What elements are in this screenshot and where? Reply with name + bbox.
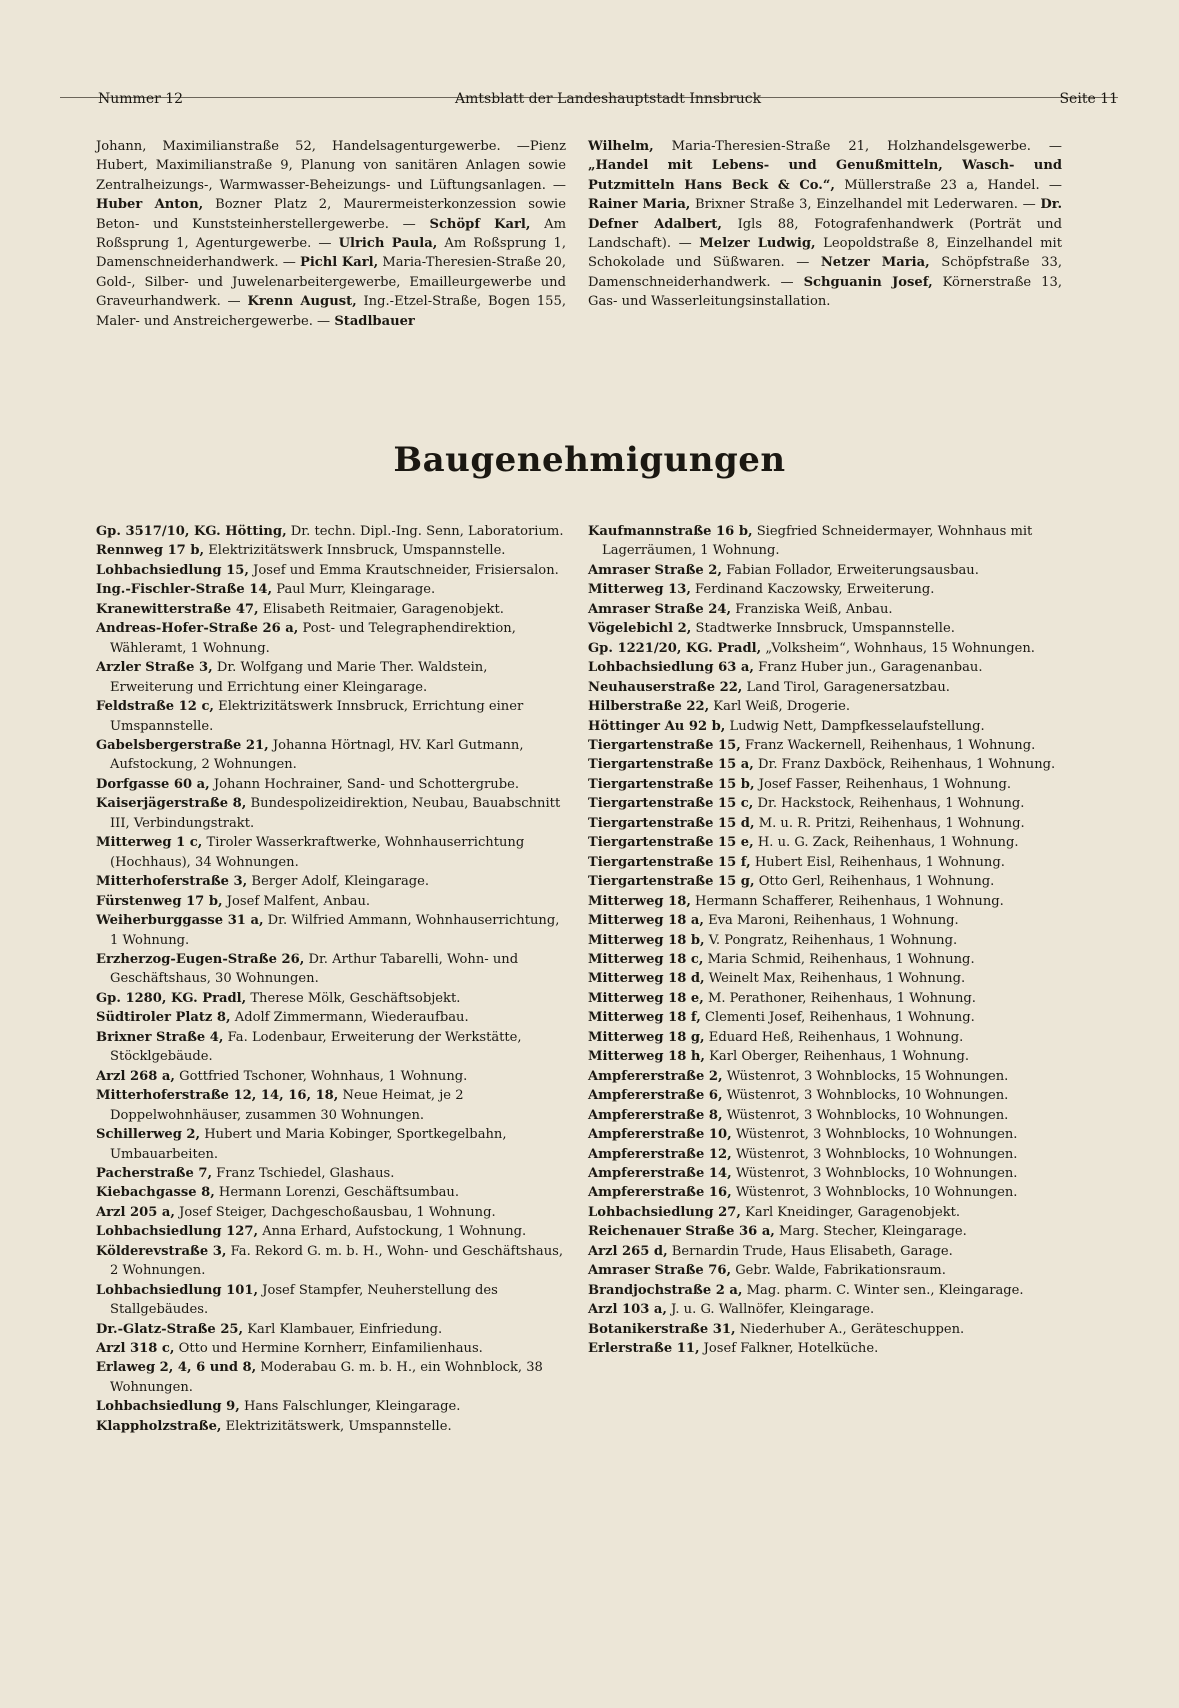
- permit-details: Elektrizitätswerk, Umspannstelle.: [221, 1418, 452, 1434]
- permit-entry: [96, 950, 568, 989]
- permit-location: Vögelebichl 2,: [588, 621, 692, 637]
- permit-location: Mitterweg 18,: [588, 893, 691, 909]
- permit-details: Wüstenrot, 3 Wohnblocks, 10 Wohnungen.: [731, 1185, 1018, 1201]
- permit-entry: [96, 1203, 568, 1222]
- permit-location: Andreas-Hofer-Straße 26 a,: [96, 621, 299, 637]
- top-right-column: [588, 137, 1062, 312]
- permit-entry: [588, 1106, 1062, 1125]
- permit-location: Lohbachsiedlung 27,: [588, 1204, 741, 1220]
- permit-entry: [96, 1242, 568, 1281]
- permit-details: Wüstenrot, 3 Wohnblocks, 10 Wohnungen.: [722, 1107, 1009, 1123]
- permit-location: Gp. 3517/10, KG. Hötting,: [96, 524, 287, 539]
- permit-details: Wüstenrot, 3 Wohnblocks, 10 Wohnungen.: [731, 1165, 1018, 1181]
- permit-entry: [588, 1047, 1062, 1066]
- business-name: Pichl Karl,: [299, 255, 379, 271]
- business-details: Leopoldstraße 8, Einzelhandel mit Schokolade und Süßwaren. —: [588, 236, 1062, 271]
- permit-location: Dorfgasse 60 a,: [96, 776, 210, 792]
- business-name: Rainer Maria,: [588, 197, 691, 213]
- permit-entry: [588, 697, 1062, 716]
- permit-location: Mitterweg 18 c,: [588, 951, 704, 967]
- permit-location: Mitterweg 1 c,: [96, 835, 203, 851]
- permit-location: Arzl 205 a,: [96, 1204, 175, 1220]
- permit-location: Ampfererstraße 8,: [588, 1107, 723, 1123]
- permit-entry: [588, 969, 1062, 988]
- permit-details: Stadtwerke Innsbruck, Umspannstelle.: [691, 621, 955, 637]
- permit-location: Reichenauer Straße 36 a,: [588, 1224, 775, 1240]
- permit-details: Post- und Telegraphendirektion, Wähleramt, 1 Wohnung.: [110, 621, 516, 656]
- permit-location: Ampfererstraße 16,: [588, 1185, 732, 1201]
- business-details: Bozner Platz 2, Maurermeisterkonzession sowie Beton- und Kunststeinherstellergewerbe. —: [96, 197, 566, 232]
- permit-entry: [96, 1339, 568, 1358]
- permit-entry: [96, 1164, 568, 1183]
- permit-details: Ferdinand Kaczowsky, Erweiterung.: [690, 582, 935, 598]
- permit-details: Dr. Hackstock, Reihenhaus, 1 Wohnung.: [753, 796, 1025, 812]
- page-header: [60, 91, 1118, 107]
- business-details: Brixner Straße 3, Einzelhandel mit Lederwaren. —: [690, 197, 1041, 213]
- business-details: Am Roßsprung 1, Agenturgewerbe. —: [96, 216, 566, 252]
- permit-details: Land Tirol, Garagenersatzbau.: [742, 679, 950, 695]
- permit-location: Ampfererstraße 2,: [588, 1068, 723, 1084]
- permit-entry: [96, 658, 568, 697]
- permit-location: Ampfererstraße 6,: [588, 1088, 723, 1104]
- permit-location: Pacherstraße 7,: [96, 1165, 213, 1181]
- permit-location: Lohbachsiedlung 127,: [96, 1224, 259, 1240]
- permit-location: Arzl 265 d,: [588, 1243, 668, 1259]
- permit-entry: [96, 1358, 568, 1397]
- permit-details: H. u. G. Zack, Reihenhaus, 1 Wohnung.: [753, 835, 1019, 851]
- permit-details: Dr. techn. Dipl.-Ing. Senn, Laboratorium.: [286, 524, 564, 539]
- permit-details: Eduard Heß, Reihenhaus, 1 Wohnung.: [704, 1029, 964, 1045]
- permits-right-column: [588, 522, 1062, 1358]
- permit-entry: [588, 1086, 1062, 1105]
- permit-location: Feldstraße 12 c,: [96, 699, 214, 715]
- permit-location: Kölderevstraße 3,: [96, 1243, 227, 1259]
- permit-location: Tiergartenstraße 15 f,: [588, 854, 751, 870]
- permit-details: V. Pongratz, Reihenhaus, 1 Wohnung.: [704, 932, 958, 948]
- permit-entry: [96, 1067, 568, 1086]
- permit-entry: [96, 775, 568, 794]
- business-details: Am Roßsprung 1, Damenschneiderhandwerk. —: [96, 236, 566, 271]
- permit-location: Brixner Straße 4,: [96, 1029, 224, 1045]
- permit-details: Eva Maroni, Reihenhaus, 1 Wohnung.: [703, 913, 959, 929]
- permit-location: Lohbachsiedlung 63 a,: [588, 660, 754, 676]
- business-name: Schöpf Karl,: [429, 216, 531, 232]
- permit-details: Neue Heimat, je 2 Doppelwohnhäuser, zusammen 30 Wohnungen.: [110, 1088, 464, 1123]
- permit-details: Karl Weiß, Drogerie.: [709, 699, 851, 715]
- permit-location: Höttinger Au 92 b,: [588, 718, 726, 734]
- business-name: Stadlbauer: [334, 313, 415, 329]
- permit-entry: [588, 1067, 1062, 1086]
- permit-details: Karl Oberger, Reihenhaus, 1 Wohnung.: [704, 1049, 970, 1065]
- permit-location: Kaufmannstraße 16 b,: [588, 524, 753, 539]
- permit-entry: [588, 1028, 1062, 1047]
- permit-details: Otto Gerl, Reihenhaus, 1 Wohnung.: [754, 874, 995, 890]
- permit-location: Ampfererstraße 14,: [588, 1165, 732, 1181]
- permit-entry: [588, 950, 1062, 969]
- permit-entry: [96, 1222, 568, 1241]
- permit-entry: [96, 541, 568, 560]
- permit-location: Erlerstraße 11,: [588, 1341, 700, 1357]
- permit-entry: [588, 561, 1062, 580]
- permit-location: Schillerweg 2,: [96, 1127, 201, 1143]
- permit-location: Lohbachsiedlung 15,: [96, 562, 249, 578]
- permit-entry: [588, 639, 1062, 658]
- permit-location: Tiergartenstraße 15 c,: [588, 796, 754, 812]
- permit-entry: [588, 872, 1062, 891]
- permit-entry: [96, 736, 568, 775]
- permit-entry: [588, 1203, 1062, 1222]
- permit-location: Amraser Straße 2,: [588, 562, 722, 578]
- business-name: Netzer Maria,: [820, 255, 930, 271]
- permit-location: Mitterweg 18 g,: [588, 1029, 705, 1045]
- business-name: Ulrich Paula,: [338, 236, 438, 252]
- permit-entry: [588, 931, 1062, 950]
- permit-entry: [588, 989, 1062, 1008]
- permit-details: Marg. Stecher, Kleingarage.: [774, 1224, 967, 1240]
- permit-entry: [588, 794, 1062, 813]
- permit-location: Mitterweg 13,: [588, 582, 691, 598]
- permit-details: Hubert und Maria Kobinger, Sportkegelbahn, Umbauarbeiten.: [110, 1127, 507, 1162]
- permit-location: Dr.-Glatz-Straße 25,: [96, 1321, 244, 1337]
- permit-details: Elektrizitätswerk Innsbruck, Errichtung einer Umspannstelle.: [110, 699, 524, 734]
- permit-entry: [96, 1397, 568, 1416]
- permit-location: Arzl 103 a,: [588, 1302, 667, 1318]
- permit-entry: [96, 872, 568, 891]
- permit-details: Franz Huber jun., Garagenanbau.: [753, 660, 983, 676]
- permit-entry: [96, 697, 568, 736]
- permit-details: Josef Fasser, Reihenhaus, 1 Wohnung.: [754, 776, 1011, 792]
- permit-entry: [588, 853, 1062, 872]
- permit-entry: [96, 1008, 568, 1027]
- permit-entry: [588, 678, 1062, 697]
- permit-details: Moderabau G. m. b. H., ein Wohnblock, 38 Wohnungen.: [110, 1360, 543, 1395]
- permit-location: Tiergartenstraße 15 d,: [588, 815, 755, 831]
- permit-location: Mitterweg 18 b,: [588, 932, 705, 948]
- business-name: „Handel mit Lebens- und Genußmitteln, Wasch- und Putzmitteln Hans Beck & Co.“,: [588, 158, 1062, 193]
- permit-entry: [96, 1417, 568, 1436]
- permit-entry: [588, 911, 1062, 930]
- permit-entry: [588, 1164, 1062, 1183]
- permit-location: Gp. 1280, KG. Pradl,: [96, 990, 247, 1006]
- permit-details: Hans Falschlunger, Kleingarage.: [239, 1399, 461, 1415]
- permit-location: Mitterhoferstraße 3,: [96, 874, 248, 890]
- permit-entry: [96, 794, 568, 833]
- permit-details: J. u. G. Wallnöfer, Kleingarage.: [666, 1302, 875, 1318]
- top-right-paragraph: [588, 137, 1062, 312]
- permit-location: Lohbachsiedlung 9,: [96, 1399, 240, 1415]
- permit-details: Josef und Emma Krautschneider, Frisiersalon.: [248, 562, 559, 578]
- permit-details: „Volksheim“, Wohnhaus, 15 Wohnungen.: [761, 640, 1035, 656]
- permit-entry: [588, 814, 1062, 833]
- permit-location: Tiergartenstraße 15 b,: [588, 776, 755, 792]
- permit-details: Otto und Hermine Kornherr, Einfamilienhaus.: [174, 1341, 483, 1357]
- permit-details: Josef Malfent, Anbau.: [222, 893, 371, 909]
- permit-location: Ampfererstraße 10,: [588, 1127, 732, 1143]
- permit-details: Josef Falkner, Hotelküche.: [699, 1341, 879, 1357]
- permit-location: Mitterweg 18 f,: [588, 1010, 701, 1026]
- permit-location: Arzl 318 c,: [96, 1341, 175, 1357]
- permit-entry: [588, 1281, 1062, 1300]
- permit-details: Josef Stampfer, Neuherstellung des Stallgebäudes.: [110, 1282, 498, 1318]
- permit-entry: [588, 619, 1062, 638]
- permit-details: Bundespolizeidirektion, Neubau, Bauabschnitt III, Verbindungstrakt.: [110, 796, 561, 831]
- permit-details: Berger Adolf, Kleingarage.: [247, 874, 430, 890]
- permit-details: Franz Tschiedel, Glashaus.: [212, 1165, 395, 1181]
- permit-details: Niederhuber A., Geräteschuppen.: [735, 1321, 965, 1337]
- permit-entry: [96, 911, 568, 950]
- permit-details: M. u. R. Pritzi, Reihenhaus, 1 Wohnung.: [754, 815, 1025, 831]
- top-left-paragraph: [96, 137, 566, 331]
- permit-location: Mitterhoferstraße 12, 14, 16, 18,: [96, 1088, 339, 1104]
- permit-details: Johanna Hörtnagl, HV. Karl Gutmann, Aufstockung, 2 Wohnungen.: [110, 737, 524, 773]
- permit-entry: [96, 1086, 568, 1125]
- permit-details: Hubert Eisl, Reihenhaus, 1 Wohnung.: [750, 854, 1005, 870]
- permit-details: Dr. Wilfried Ammann, Wohnhauserrichtung, 1 Wohnung.: [110, 913, 560, 948]
- permit-details: Mag. pharm. C. Winter sen., Kleingarage.: [742, 1282, 1024, 1298]
- permit-location: Erlaweg 2, 4, 6 und 8,: [96, 1360, 257, 1376]
- permit-entry: [588, 1261, 1062, 1280]
- permit-details: Elisabeth Reitmaier, Garagenobjekt.: [258, 601, 504, 617]
- permit-location: Kaiserjägerstraße 8,: [96, 796, 247, 812]
- permit-location: Botanikerstraße 31,: [588, 1321, 736, 1337]
- publication-title: Amtsblatt der Landeshauptstadt Innsbruck: [455, 91, 762, 107]
- page-number: Seite 11: [1059, 91, 1118, 107]
- permit-entry: [96, 522, 568, 541]
- top-left-column: [96, 137, 566, 331]
- permit-details: Karl Kneidinger, Garagenobjekt.: [740, 1204, 961, 1220]
- permit-details: Fa. Lodenbaur, Erweiterung der Werkstätte, Stöcklgebäude.: [110, 1029, 522, 1065]
- permit-location: Tiergartenstraße 15 a,: [588, 757, 754, 773]
- permit-location: Mitterweg 18 a,: [588, 913, 704, 929]
- business-name: Krenn August,: [247, 294, 357, 310]
- permit-location: Klappholzstraße,: [96, 1418, 222, 1434]
- permit-details: Siegfried Schneidermayer, Wohnhaus mit Lagerräumen, 1 Wohnung.: [602, 524, 1033, 559]
- permit-entry: [588, 1008, 1062, 1027]
- permit-entry: [588, 1222, 1062, 1241]
- permit-location: Arzler Straße 3,: [96, 660, 213, 676]
- permit-details: Wüstenrot, 3 Wohnblocks, 15 Wohnungen.: [722, 1068, 1009, 1084]
- permit-details: Wüstenrot, 3 Wohnblocks, 10 Wohnungen.: [722, 1088, 1009, 1104]
- permit-entry: [96, 833, 568, 872]
- permit-details: Elektrizitätswerk Innsbruck, Umspannstelle.: [204, 543, 506, 559]
- business-name: Huber Anton,: [96, 197, 204, 213]
- permit-location: Tiergartenstraße 15 g,: [588, 874, 755, 890]
- permit-entry: [96, 1125, 568, 1164]
- permit-entry: [588, 1300, 1062, 1319]
- permit-entry: [588, 1242, 1062, 1261]
- section-title: Baugenehmigungen: [393, 440, 786, 480]
- permit-entry: [588, 1320, 1062, 1339]
- permit-entry: [96, 619, 568, 658]
- permit-details: Therese Mölk, Geschäftsobjekt.: [246, 990, 461, 1006]
- permit-details: Gottfried Tschoner, Wohnhaus, 1 Wohnung.: [174, 1068, 468, 1084]
- permit-location: Neuhauserstraße 22,: [588, 679, 743, 695]
- business-details: Körnerstraße 13, Gas- und Wasserleitungsinstallation.: [588, 274, 1062, 310]
- permit-entry: [588, 736, 1062, 755]
- business-name: Wilhelm,: [588, 139, 654, 154]
- permits-left-column: [96, 522, 568, 1436]
- permit-details: Josef Steiger, Dachgeschoßausbau, 1 Wohnung.: [174, 1204, 496, 1220]
- permit-entry: [588, 1125, 1062, 1144]
- permit-entry: [96, 1320, 568, 1339]
- business-details: Johann, Maximilianstraße 52, Handelsagenturgewerbe. —: [96, 139, 530, 154]
- permit-details: Wüstenrot, 3 Wohnblocks, 10 Wohnungen.: [731, 1146, 1018, 1162]
- permit-entry: [96, 600, 568, 619]
- permit-details: Fa. Rekord G. m. b. H., Wohn- und Geschäftshaus, 2 Wohnungen.: [110, 1243, 564, 1279]
- permit-details: Gebr. Walde, Fabrikationsraum.: [731, 1263, 946, 1279]
- business-name: Melzer Ludwig,: [699, 236, 816, 252]
- permit-location: Brandjochstraße 2 a,: [588, 1282, 743, 1298]
- permit-entry: [588, 892, 1062, 911]
- business-details: Müllerstraße 23 a, Handel. —: [834, 177, 1062, 193]
- permit-details: Franziska Weiß, Anbau.: [731, 601, 893, 617]
- permit-location: Mitterweg 18 d,: [588, 971, 705, 987]
- permit-entry: [96, 1028, 568, 1067]
- permit-details: Dr. Franz Daxböck, Reihenhaus, 1 Wohnung.: [753, 757, 1056, 773]
- permit-details: M. Perathoner, Reihenhaus, 1 Wohnung.: [703, 990, 976, 1006]
- permit-details: Wüstenrot, 3 Wohnblocks, 10 Wohnungen.: [731, 1127, 1018, 1143]
- permit-location: Arzl 268 a,: [96, 1068, 175, 1084]
- business-details: Maria-Theresien-Straße 21, Holzhandelsgewerbe. —: [653, 139, 1062, 154]
- permit-details: Karl Klambauer, Einfriedung.: [243, 1321, 443, 1337]
- permit-entry: [588, 717, 1062, 736]
- permit-details: Paul Murr, Kleingarage.: [272, 582, 436, 598]
- permit-location: Mitterweg 18 e,: [588, 990, 704, 1006]
- permit-location: Amraser Straße 76,: [588, 1263, 732, 1279]
- permit-entry: [96, 892, 568, 911]
- permit-location: Lohbachsiedlung 101,: [96, 1282, 259, 1298]
- business-details: Igls 88, Fotografenhandwerk (Porträt und Landschaft). —: [588, 216, 1062, 252]
- permit-entry: [588, 1145, 1062, 1164]
- permit-location: Tiergartenstraße 15,: [588, 737, 741, 753]
- permit-details: Weinelt Max, Reihenhaus, 1 Wohnung.: [704, 971, 966, 987]
- permit-details: Dr. Arthur Tabarelli, Wohn- und Geschäftshaus, 30 Wohnungen.: [110, 951, 519, 987]
- permit-details: Fabian Follador, Erweiterungsausbau.: [721, 562, 979, 578]
- permit-location: Ing.-Fischler-Straße 14,: [96, 582, 273, 598]
- business-name: Schguanin Josef,: [803, 274, 933, 290]
- permit-details: Clementi Josef, Reihenhaus, 1 Wohnung.: [700, 1010, 975, 1026]
- permit-entry: [588, 600, 1062, 619]
- permit-entry: [588, 658, 1062, 677]
- permit-entry: [588, 580, 1062, 599]
- permit-location: Südtiroler Platz 8,: [96, 1010, 231, 1026]
- issue-number: Nummer 12: [98, 91, 184, 107]
- permit-location: Tiergartenstraße 15 e,: [588, 835, 754, 851]
- permit-entry: [96, 1183, 568, 1202]
- permit-details: Maria Schmid, Reihenhaus, 1 Wohnung.: [703, 951, 975, 967]
- permit-location: Amraser Straße 24,: [588, 601, 732, 617]
- business-details: Schöpfstraße 33, Damenschneiderhandwerk. —: [588, 255, 1062, 290]
- permit-location: Gp. 1221/20, KG. Pradl,: [588, 640, 762, 656]
- permit-details: Bernardin Trude, Haus Elisabeth, Garage.: [667, 1243, 953, 1259]
- permit-entry: [96, 989, 568, 1008]
- permit-entry: [96, 580, 568, 599]
- permit-location: Erzherzog-Eugen-Straße 26,: [96, 951, 305, 967]
- permit-entry: [96, 1281, 568, 1320]
- permit-details: Hermann Lorenzi, Geschäftsumbau.: [214, 1185, 459, 1201]
- permit-entry: [588, 755, 1062, 774]
- permit-entry: [588, 522, 1062, 561]
- permit-details: Ludwig Nett, Dampfkesselaufstellung.: [725, 718, 985, 734]
- permit-location: Fürstenweg 17 b,: [96, 893, 223, 909]
- permit-details: Dr. Wolfgang und Marie Ther. Waldstein, Erweiterung und Errichtung einer Kleingarage.: [110, 660, 488, 695]
- business-details: Ing.-Etzel-Straße, Bogen 155, Maler- und Anstreichergewerbe. —: [96, 294, 566, 329]
- business-name: Dr. Defner Adalbert,: [588, 197, 1062, 232]
- permit-entry: [588, 833, 1062, 852]
- business-details: Pienz Hubert, Maximilianstraße 9, Planung von sanitären Anlagen sowie Zentralheizungs-, Warmwasser-Beheizungs- und Lüftungsanlagen. —: [96, 139, 566, 193]
- permit-location: Rennweg 17 b,: [96, 543, 205, 559]
- permit-details: Anna Erhard, Aufstockung, 1 Wohnung.: [258, 1224, 527, 1240]
- permit-details: Franz Wackernell, Reihenhaus, 1 Wohnung.: [740, 737, 1036, 753]
- permit-details: Johann Hochrainer, Sand- und Schottergrube.: [209, 776, 520, 792]
- permit-location: Ampfererstraße 12,: [588, 1146, 732, 1162]
- permit-details: Tiroler Wasserkraftwerke, Wohnhauserrichtung (Hochhaus), 34 Wohnungen.: [110, 835, 525, 870]
- permit-location: Kranewitterstraße 47,: [96, 601, 259, 617]
- business-details: Maria-Theresien-Straße 20, Gold-, Silber- und Juwelenarbeitergewerbe, Emailleurgewerbe und Graveurhandwerk. —: [96, 255, 567, 310]
- permit-location: Kiebachgasse 8,: [96, 1185, 215, 1201]
- permit-location: Weiherburggasse 31 a,: [96, 913, 264, 929]
- permit-details: Hermann Schafferer, Reihenhaus, 1 Wohnung.: [690, 893, 1004, 909]
- permit-location: Mitterweg 18 h,: [588, 1049, 705, 1065]
- permit-entry: [588, 1339, 1062, 1358]
- permit-entry: [96, 561, 568, 580]
- permit-location: Hilberstraße 22,: [588, 699, 710, 715]
- permit-details: Adolf Zimmermann, Wiederaufbau.: [230, 1010, 469, 1026]
- permit-entry: [588, 775, 1062, 794]
- permit-location: Gabelsbergerstraße 21,: [96, 737, 269, 753]
- permit-entry: [588, 1183, 1062, 1202]
